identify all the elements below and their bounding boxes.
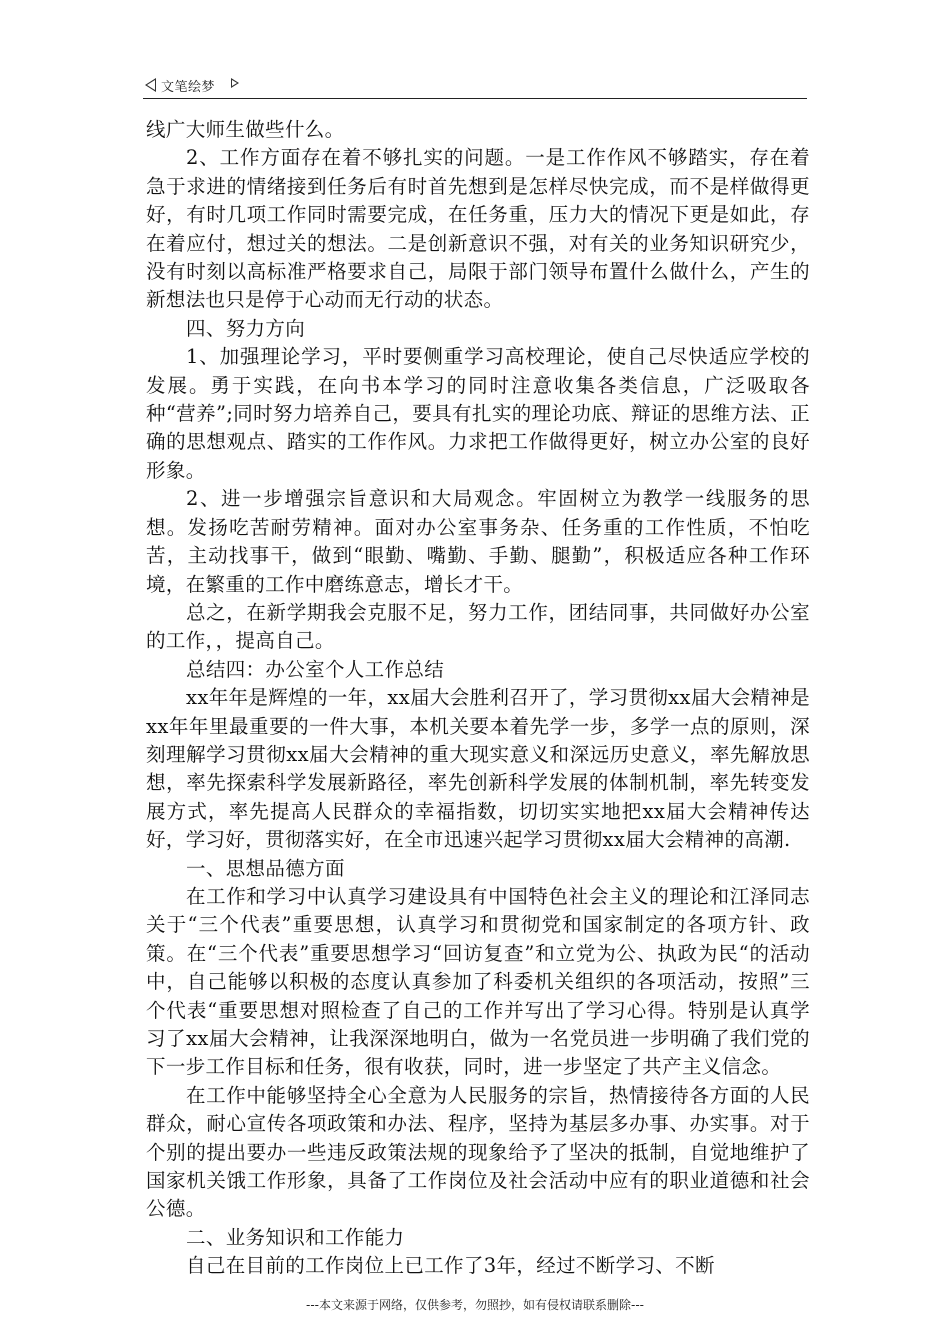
footer-notice: ---本文来源于网络，仅供参考，勿照抄，如有侵权请联系删除--- xyxy=(306,1298,644,1312)
triangle-right-icon xyxy=(231,78,239,88)
paragraph: 在工作和学习中认真学习建设具有中国特色社会主义的理论和江泽同志关于“三个代表”重要思想，认真学习和贯彻党和国家制定的各项方针、政策。在“三个代表”重要思想学习“回访复查”和立党为公、执政为民“的活动中，自己能够以积极的态度认真参加了科委机关组织的各项活动，按照”三个代表“重要思想对照检查了自己的工作并写出了学习心得。特别是认真学习了xx届大会精神，让我深深地明白，做为一名党员进一步明确了我们党的下一步工作目标和任务，很有收获，同时，进一步坚定了共产主义信念。 xyxy=(146,884,810,1079)
paragraph: 一、思想品德方面 xyxy=(186,856,345,880)
document-body xyxy=(146,116,810,1281)
brand-name: 文笔绘梦 xyxy=(161,80,216,95)
paragraph: 二、业务知识和工作能力 xyxy=(186,1225,405,1249)
paragraph: 2、工作方面存在着不够扎实的问题。一是工作作风不够踏实，存在着急于求进的情绪接到任务后有时首先想到是怎样尽快完成，而不是样做得更好，有时几项工作同时需要完成，在任务重，压力大的情况下更是如此，存在着应付，想过关的想法。二是创新意识不强，对有关的业务知识研究少，没有时刻以高标准严格要求自己，局限于部门领导布置什么做什么，产生的新想法也只是停于心动而无行动的状态。 xyxy=(146,146,810,312)
paragraph: 自己在目前的工作岗位上已工作了3年，经过不断学习、不断 xyxy=(186,1254,715,1278)
page-header xyxy=(143,74,807,98)
header-divider xyxy=(143,98,807,99)
paragraph: 总之，在新学期我会克服不足，努力工作，团结同事，共同做好办公室的工作，，提高自己。 xyxy=(146,600,810,653)
triangle-left-icon xyxy=(145,78,156,92)
paragraph: xx年年是辉煌的一年，xx届大会胜利召开了，学习贯彻xx届大会精神是xx年年里最重要的一件大事，本机关要本着先学一步，多学一点的原则，深刻理解学习贯彻xx届大会精神的重大现实意义和深远历史意义，率先解放思想，率先探索科学发展新路径，率先创新科学发展的体制机制，率先转变发展方式，率先提高人民群众的幸福指数，切切实实地把xx届大会精神传达好，学习好，贯彻落实好，在全市迅速兴起学习贯彻xx届大会精神的高潮. xyxy=(146,686,810,852)
paragraph: 2、进一步增强宗旨意识和大局观念。牢固树立为教学一线服务的思想。发扬吃苦耐劳精神。面对办公室事务杂、任务重的工作性质，不怕吃苦，主动找事干，做到“眼勤、嘴勤、手勤、腿勤”，积极适应各种工作环境，在繁重的工作中磨练意志，增长才干。 xyxy=(146,487,810,596)
paragraph: 在工作中能够坚持全心全意为人民服务的宗旨，热情接待各方面的人民群众，耐心宣传各项政策和办法、程序，坚持为基层多办事、办实事。对于个别的提出要办一些违反政策法规的现象给予了坚决的抵制，自觉地维护了国家机关饿工作形象，具备了工作岗位及社会活动中应有的职业道德和社会公德。 xyxy=(146,1083,810,1221)
paragraph: 1、加强理论学习，平时要侧重学习高校理论，使自己尽快适应学校的发展。勇于实践，在向书本学习的同时注意收集各类信息，广泛吸取各种“营养”;同时努力培养自己，要具有扎实的理论功底、辩证的思维方法、正确的思想观点、踏实的工作作风。力求把工作做得更好，树立办公室的良好形象。 xyxy=(146,345,810,482)
paragraph: 总结四：办公室个人工作总结 xyxy=(186,657,445,681)
paragraph: 线广大师生做些什么。 xyxy=(146,118,345,141)
paragraph: 四、努力方向 xyxy=(186,316,306,340)
